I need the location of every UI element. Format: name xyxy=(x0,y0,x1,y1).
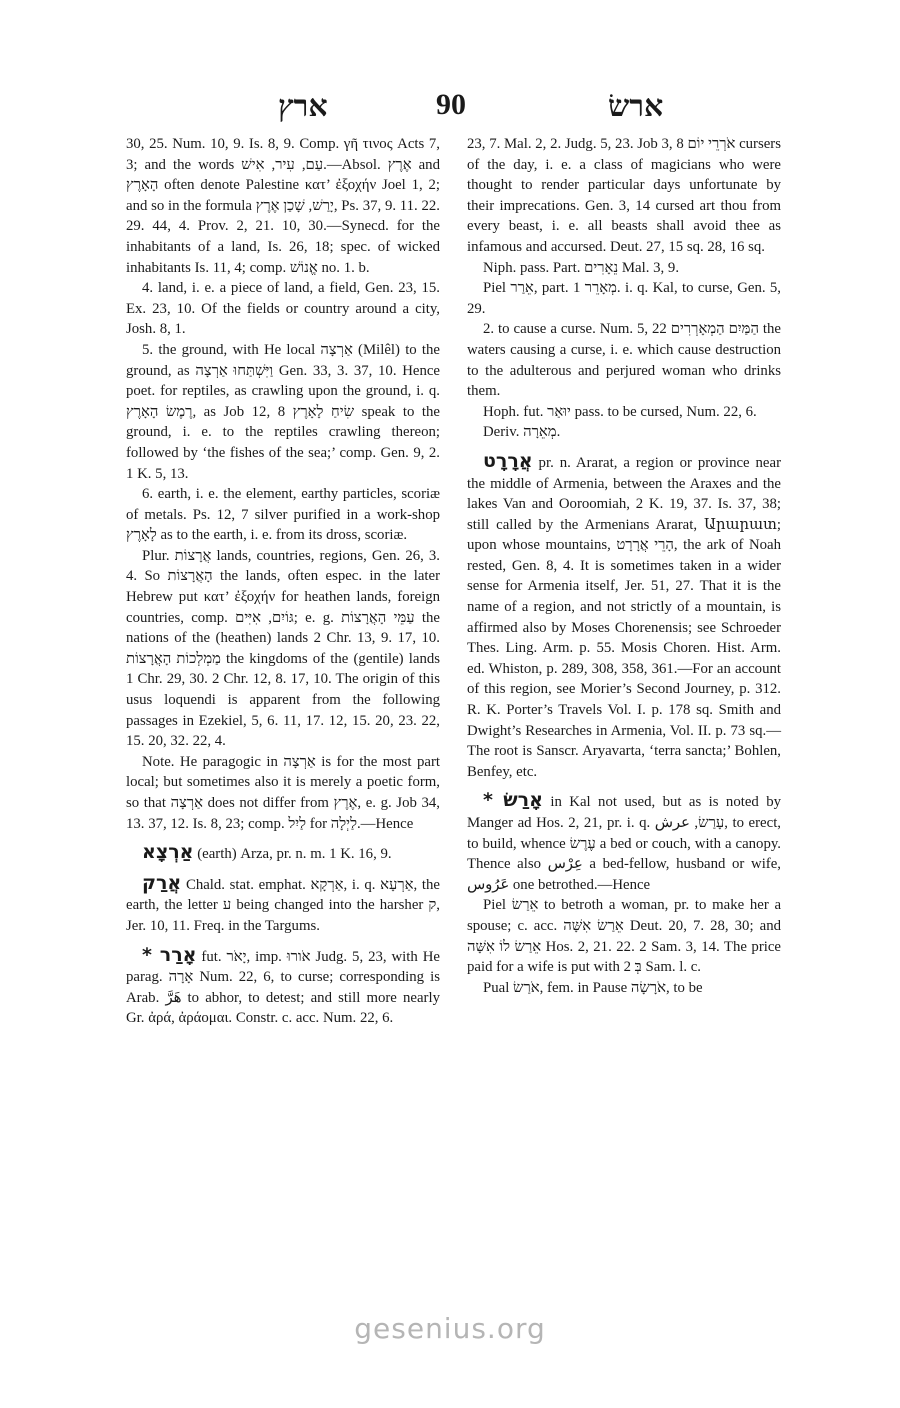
right-column xyxy=(467,134,781,998)
entry-araq xyxy=(126,873,440,937)
entry-aras xyxy=(467,790,781,895)
entry-lemma: אֲרַק xyxy=(142,871,182,894)
entry-text: Chald. stat. emphat. אַרְקָא, i. q. אַרְעָא, the earth, the letter ע being changed into the harsher ק, Jer. 10, 11. Freq. in the Targums. xyxy=(126,876,440,934)
entry-lemma: * אָרַשׂ xyxy=(483,789,543,812)
entry-text: fut. יָאֹר, imp. אֹורוּ Judg. 5, 23, with He parag. אָרָה Num. 22, 6, to curse; corresponding is Arab. هَرَّ to abhor, to detest; and still more nearly Gr. ἀρά, ἀράομαι. Constr. c. acc. Num. 22, 6. xyxy=(126,948,440,1027)
headword-left: ארץ xyxy=(278,90,328,123)
hophal-paragraph: Hoph. fut. יוּאַר pass. to be cursed, Num. 22, 6. xyxy=(483,403,757,420)
sense-6-paragraph: 6. earth, i. e. the element, earthy particles, scoriæ of metals. Ps. 12, 7 silver purified in a work-shop לָאָרֶץ as to the earth, i. e. from its dross, scoriæ. xyxy=(126,486,440,544)
piel-paragraph: Piel אֵרַר, part. מְאָרֵר 1. i. q. Kal, to curse, Gen. 5, 29. xyxy=(467,280,782,317)
note-paragraph: Note. He paragogic in אַרְצָה is for the most part local; but sometimes also it is merely a poetic form, so that אַרְצָה does not differ from אֶרֶץ, e. g. Job 34, 13. 37, 12. Is. 8, 23; comp. לַיִל for לַיְלָה.—Hence xyxy=(126,753,441,832)
piel-betroth-paragraph: Piel אֵרַשׂ to betroth a woman, pr. to make her a spouse; c. acc. אֵרַשׂ אִשָּׁה Deut. 20, 7. 28, 30; and אֵרַשׂ לוֹ אִשָּׁה Hos. 2, 21. 22. 2 Sam. 3, 14. The price paid for a wife is put with בְּ 2 Sam. l. c. xyxy=(467,897,782,976)
piel-sense-2-paragraph: 2. to cause a curse. Num. 5, 22 הַמַּיִם הַמְאָרְרִים the waters causing a curse, i. e. which cause destruction to the adulterous and perjured woman who drinks them. xyxy=(467,321,782,400)
paragraph-continuation: 23, 7. Mal. 2, 2. Judg. 5, 23. Job 3, 8 אֹרְרֵי יוֹם cursers of the day, i. e. a class of magicians who were thought to render particular days unfortunate by their imprecations. Gen. 3, 14 cursed art thou from every beast, i. e. all beasts shall avoid thee as infamous and accursed. Deut. 27, 15 sq. 28, 16 sq. xyxy=(467,136,781,255)
entry-arar xyxy=(126,945,440,1029)
watermark: gesenius.org xyxy=(354,1312,546,1345)
entry-lemma: * אָרַר xyxy=(142,943,197,966)
entry-lemma: אֲרָרָט xyxy=(483,449,533,472)
derivatives-paragraph: Deriv. מְאֵרָה. xyxy=(483,424,561,441)
paragraph-continuation: 30, 25. Num. 10, 9. Is. 8, 9. Comp. γῆ τινος Acts 7, 3; and the words עַם, עִיר, אִישׁ.—Absol. אֶרֶץ and הָאָרֶץ often denote Palestine κατ’ ἐξοχήν Joel 1, 2; and so in the formula יָרַשׁ, שָׁכַן אֶרֶץ, Ps. 37, 9. 11. 22. 29. 44, 4. Prov. 2, 21. 10, 30.—Synecd. for the inhabitants of a land, Is. 26, 18; spec. of wicked inhabitants Is. 11, 4; comp. אֱנוֹשׁ no. 1. b. xyxy=(126,136,440,276)
page-number: 90 xyxy=(436,88,466,121)
headword-right: ארשׂ xyxy=(608,90,664,123)
page-header xyxy=(120,88,780,128)
entry-text: in Kal not used, but as is noted by Manger ad Hos. 2, 21, pr. i. q. עָרַשׂ, عرش, to erect, to build, whence עֶרֶשׂ a bed or couch, with a canopy. Thence also عِرْس a bed-fellow, husband or wife, عَرُوس one betrothed.—Hence xyxy=(467,794,781,893)
left-column xyxy=(126,134,440,1029)
entry-ararat xyxy=(467,451,781,783)
entry-lemma: אַרְצָא xyxy=(142,841,194,864)
sense-4-paragraph: 4. land, i. e. a piece of land, a field, Gen. 23, 15. Ex. 23, 10. Of the fields or country around a city, Josh. 8, 1. xyxy=(126,280,440,338)
plural-paragraph: Plur. אֲרָצוֹת lands, countries, regions, Gen. 26, 3. 4. So הָאֲרָצוֹת the lands, often espec. in the later Hebrew put κατ’ ἐξοχήν for heathen lands, foreign countries, comp. גּוֹיִם, אִיִּים; e. g. עַמֵּי הָאֲרָצוֹת the nations of the (heathen) lands 2 Chr. 13, 9. 17, 10. מַמְלְכוֹת הָאֲרָצוֹת the kingdoms of the (gentile) lands 1 Chr. 29, 30. 2 Chr. 12, 8. 17, 10. The origin of this usus loquendi is apparent from the following passages in Ezekiel, 5, 6. 11, 17. 12, 15. 20, 23. 22, 15. 20, 32. 22, 4. xyxy=(126,547,441,750)
entry-text: (earth) Arza, pr. n. m. 1 K. 16, 9. xyxy=(193,846,392,863)
entry-text: pr. n. Ararat, a region or province near the middle of Armenia, between the Araxes and the lakes Van and Ooroomiah, 2 K. 19, 37. Is. 37, 38; still called by the Armenians Ararat, Արարատ; upon whose mountains, הָרֵי אֲרָרָט, the ark of Noah rested, Gen. 8, 4. It is sometimes taken in a wider sense for Armenia itself, Jer. 51, 27. That it is the name of a region, and not strictly of a mountain, is affirmed also by Moses Chorenensis; see Schroeder Thes. Ling. Arm. p. 55. Mosis Choren. Hist. Arm. ed. Whiston, p. 289, 308, 358, 361.—For an account of this region, see Morier’s Second Journey, p. 312. R. K. Porter’s Travels Vol. I. p. 178 sq. Smith and Dwight’s Researches in Armenia, Vol. II. p. 73 sq.—The root is Sanscr. Aryavarta, ‘terra sancta;’ Bohlen, Benfey, etc. xyxy=(467,454,782,780)
entry-arza xyxy=(126,842,440,865)
pual-paragraph: Pual אֹרַשׂ, fem. in Pause אֹרָשָׂה, to be xyxy=(483,979,703,996)
niphal-paragraph: Niph. pass. Part. נֵאָרִים Mal. 3, 9. xyxy=(483,259,680,276)
sense-5-paragraph: 5. the ground, with He local אַרְצָה (Milêl) to the ground, as וַיִּשְׁתַּחוּ אַרְצָה Gen. 33, 3. 37, 10. Hence poet. for reptiles, as crawling upon the ground, i. q. רֶמֶשׂ הָאָרֶץ, as Job 12, 8 שִׂיחַ לָאָרֶץ speak to the ground, i. e. to the reptiles crawling thereon; followed by ‘the fishes of the sea;’ comp. Gen. 9, 2. 1 K. 5, 13. xyxy=(126,341,440,482)
